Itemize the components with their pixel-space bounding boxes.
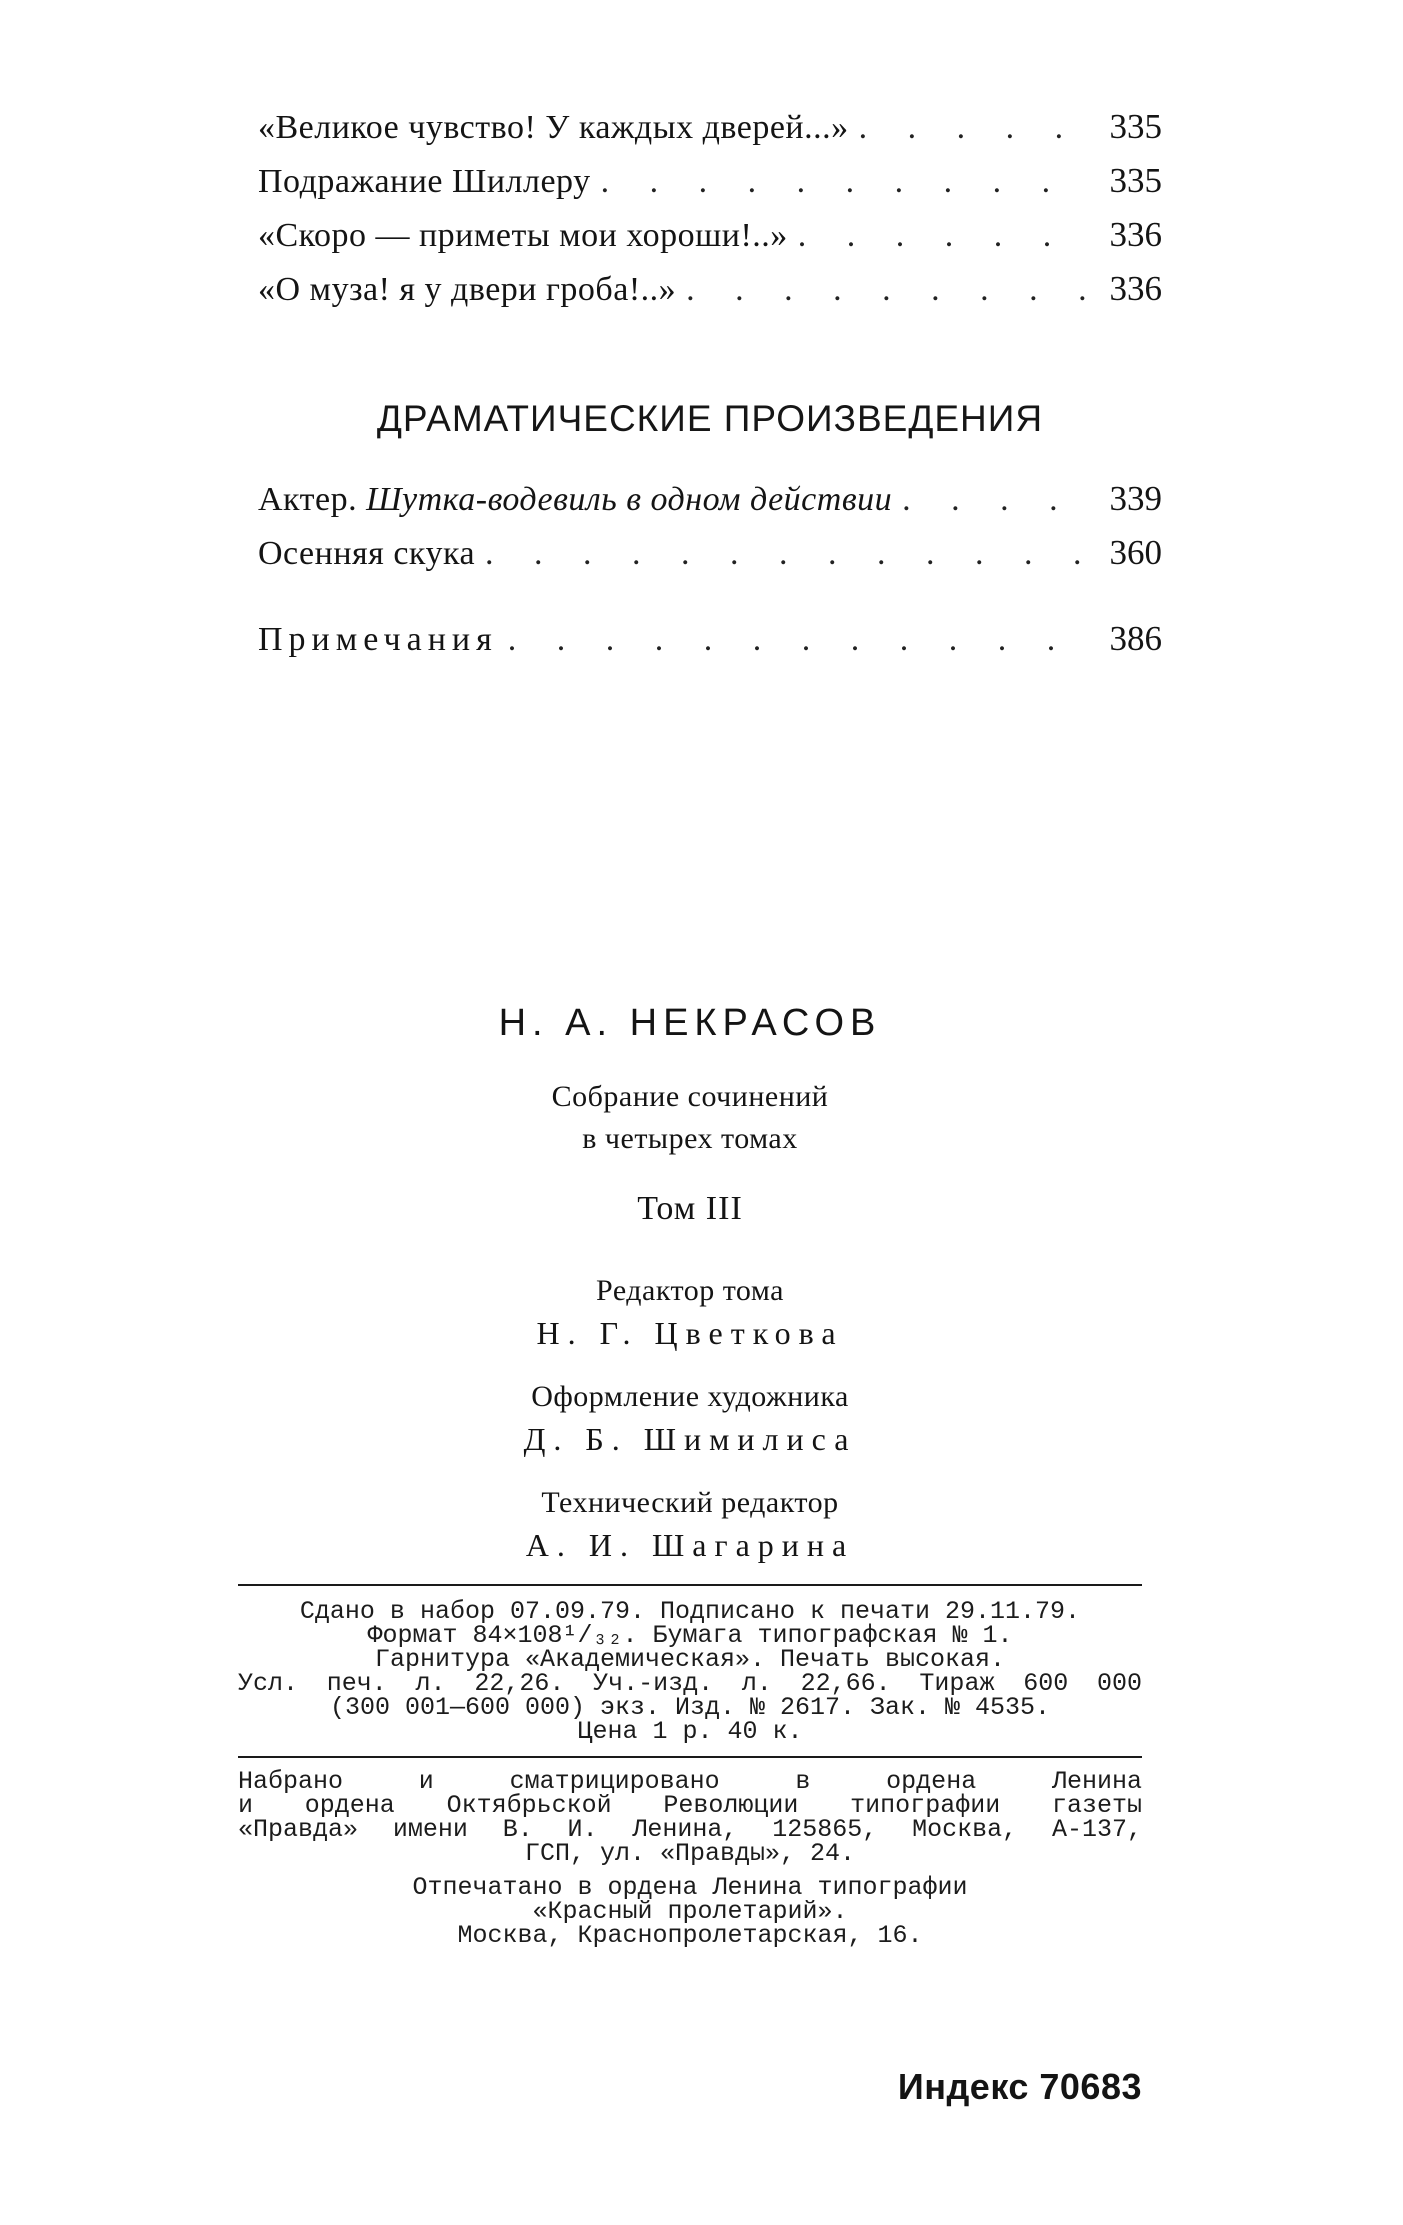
volume-number: Том III bbox=[637, 1190, 743, 1227]
toc-entry-title: Осенняя скука bbox=[258, 535, 476, 572]
print-data-line: Формат 84×108¹/₃₂. Бумага типографская № 1. bbox=[367, 1621, 1013, 1650]
toc-leader-dots bbox=[798, 209, 1092, 263]
toc-entry bbox=[258, 100, 1162, 154]
toc-entry-page: 335 bbox=[1109, 107, 1162, 146]
toc-entry-title: Подражание Шиллеру bbox=[258, 163, 591, 200]
typesetting-line: ГСП, ул. «Правды», 24. bbox=[524, 1839, 856, 1868]
designer-role: Оформление художника bbox=[531, 1380, 849, 1413]
editor-name: Н. Г. Цветкова bbox=[536, 1315, 844, 1351]
toc-drama bbox=[258, 472, 1162, 580]
toc-entry bbox=[258, 154, 1162, 208]
typesetting-info bbox=[238, 1767, 1142, 1868]
toc-entry bbox=[258, 208, 1162, 262]
toc-entry-page: 335 bbox=[1109, 161, 1162, 200]
divider-rule bbox=[238, 1584, 1142, 1586]
toc-entry-page: 336 bbox=[1109, 269, 1162, 308]
toc-entry-title: «О муза! я у двери гроба!..» bbox=[258, 271, 677, 308]
print-data-line: Сдано в набор 07.09.79. Подписано к печати 29.11.79. bbox=[299, 1597, 1081, 1626]
toc-entry-title: «Скоро — приметы мои хороши!..» bbox=[258, 217, 788, 254]
catalog-index: Индекс 70683 bbox=[897, 2066, 1142, 2107]
toc-entry-title: Примечания bbox=[258, 621, 498, 658]
toc-entry bbox=[258, 262, 1162, 316]
print-data bbox=[238, 1597, 1142, 1746]
toc-leader-dots bbox=[601, 155, 1092, 209]
section-heading: ДРАМАТИЧЕСКИЕ ПРОИЗВЕДЕНИЯ bbox=[376, 398, 1044, 439]
toc-entry-title: «Великое чувство! У каждых дверей...» bbox=[258, 109, 849, 146]
toc-entry bbox=[258, 472, 1162, 526]
toc-poems bbox=[258, 100, 1162, 316]
toc-leader-dots bbox=[859, 101, 1092, 155]
typesetting-line: Набрано и сматрицировано в ордена Ленина bbox=[238, 1767, 1142, 1796]
toc-entry-page: 336 bbox=[1109, 215, 1162, 254]
work-title-line1: Собрание сочинений bbox=[551, 1080, 829, 1113]
toc-notes bbox=[258, 612, 1162, 666]
toc-entry-subtitle: Шутка-водевиль в одном действии bbox=[366, 481, 893, 518]
toc-leader-dots bbox=[686, 263, 1092, 317]
toc-entry-page: 360 bbox=[1109, 533, 1162, 572]
toc-entry-title bbox=[258, 473, 892, 527]
printing-info bbox=[238, 1873, 1142, 1950]
print-data-line: (300 001—600 000) экз. Изд. № 2617. Зак. № 4535. bbox=[329, 1693, 1051, 1722]
toc-entry-title-main: Актер. bbox=[258, 481, 358, 518]
author-name: Н. А. НЕКРАСОВ bbox=[498, 1002, 882, 1044]
typesetting-line: и ордена Октябрьской Революции типографии газеты bbox=[238, 1791, 1142, 1820]
work-title-line2: в четырех томах bbox=[582, 1122, 798, 1155]
toc-entry-page: 339 bbox=[1109, 479, 1162, 518]
toc-leader-dots bbox=[508, 613, 1092, 667]
tech-editor-role: Технический редактор bbox=[541, 1486, 839, 1519]
print-data-line: Усл. печ. л. 22,26. Уч.-изд. л. 22,66. Тираж 600 000 bbox=[238, 1669, 1142, 1698]
toc-leader-dots bbox=[902, 473, 1092, 527]
designer-name: Д. Б. Шимилиса bbox=[523, 1421, 857, 1457]
printing-line: «Красный пролетарий». bbox=[532, 1897, 848, 1926]
printing-line: Москва, Краснопролетарская, 16. bbox=[457, 1921, 923, 1950]
printing-line: Отпечатано в ордена Ленина типографии bbox=[412, 1873, 968, 1902]
print-data-line: Гарнитура «Академическая». Печать высокая. bbox=[374, 1645, 1006, 1674]
tech-editor-name: А. И. Шагарина bbox=[525, 1527, 855, 1563]
toc-entry bbox=[258, 526, 1162, 580]
divider-rule bbox=[238, 1756, 1142, 1758]
toc-entry bbox=[258, 612, 1162, 666]
typesetting-line: «Правда» имени В. И. Ленина, 125865, Москва, А-137, bbox=[238, 1815, 1142, 1844]
toc-leader-dots bbox=[485, 527, 1092, 581]
toc-entry-page: 386 bbox=[1109, 619, 1162, 658]
editor-role: Редактор тома bbox=[596, 1274, 784, 1307]
print-data-line: Цена 1 р. 40 к. bbox=[577, 1717, 803, 1746]
